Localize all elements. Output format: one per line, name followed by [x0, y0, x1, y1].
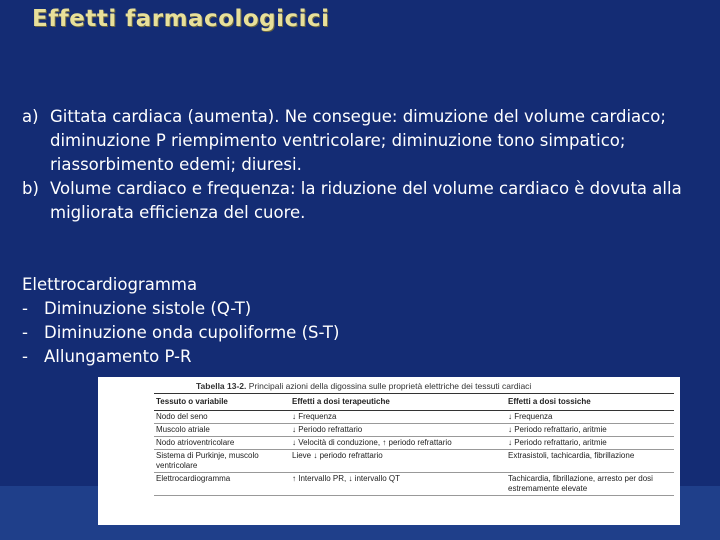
slide-title: Effetti farmacologicici: [32, 6, 330, 32]
list-item: [22, 345, 712, 369]
table-row: [154, 473, 674, 496]
dash-marker: -: [22, 323, 28, 342]
table-row: [154, 437, 674, 450]
column-header: Tessuto o variabile: [154, 394, 290, 411]
table-cell: Sistema di Purkinje, muscolo ventricolare: [154, 450, 290, 473]
list-marker: b): [22, 179, 39, 198]
dash-marker: -: [22, 347, 28, 366]
ecg-section: [22, 273, 712, 369]
table-cell: ↓ Periodo refrattario, aritmie: [506, 424, 674, 437]
effects-list: [22, 105, 712, 225]
table-cell: Muscolo atriale: [154, 424, 290, 437]
digoxin-table-image: [98, 377, 680, 525]
column-header: Effetti a dosi tossiche: [506, 394, 674, 411]
table-caption-text: Principali azioni della digossina sulle proprietà elettriche dei tessuti cardiaci: [248, 381, 532, 391]
list-item: [22, 321, 712, 345]
list-item-text: Volume cardiaco e frequenza: la riduzione del volume cardiaco è dovuta alla migliorata efficienza del cuore.: [50, 179, 682, 222]
table-cell: ↑ Intervallo PR, ↓ intervallo QT: [290, 473, 506, 496]
table-cell: ↓ Frequenza: [506, 411, 674, 424]
list-item-text: Diminuzione sistole (Q-T): [44, 299, 252, 318]
ecg-list: [22, 297, 712, 369]
list-item-text: Gittata cardiaca (aumenta). Ne consegue: dimuzione del volume cardiaco; diminuzione P riempimento ventricolare; diminuzione tono simpatico; riassorbimento edemi; diuresi.: [50, 107, 666, 174]
table-caption: [196, 381, 531, 391]
table-row: [154, 411, 674, 424]
column-header: Effetti a dosi terapeutiche: [290, 394, 506, 411]
list-item-text: Allungamento P-R: [44, 347, 192, 366]
table-cell: Lieve ↓ periodo refrattario: [290, 450, 506, 473]
list-marker: a): [22, 107, 39, 126]
table-cell: Nodo atrioventricolare: [154, 437, 290, 450]
dash-marker: -: [22, 299, 28, 318]
list-item: [22, 105, 712, 177]
ecg-heading: Elettrocardiogramma: [22, 275, 198, 294]
list-item-text: Diminuzione onda cupoliforme (S-T): [44, 323, 340, 342]
list-item: [22, 177, 712, 225]
table-row: [154, 450, 674, 473]
table-cell: Extrasistoli, tachicardia, fibrillazione: [506, 450, 674, 473]
table-row: [154, 424, 674, 437]
table-cell: ↓ Periodo refrattario, aritmie: [506, 437, 674, 450]
table-cell: ↓ Periodo refrattario: [290, 424, 506, 437]
list-item: [22, 297, 712, 321]
table-cell: Nodo del seno: [154, 411, 290, 424]
table-cell: Elettrocardiogramma: [154, 473, 290, 496]
table-header-row: [154, 394, 674, 411]
table-cell: ↓ Velocità di conduzione, ↑ periodo refrattario: [290, 437, 506, 450]
table-cell: Tachicardia, fibrillazione, arresto per dosi estremamente elevate: [506, 473, 674, 496]
table-caption-label: Tabella 13-2.: [196, 381, 247, 391]
digoxin-table: [154, 393, 674, 496]
table-cell: ↓ Frequenza: [290, 411, 506, 424]
